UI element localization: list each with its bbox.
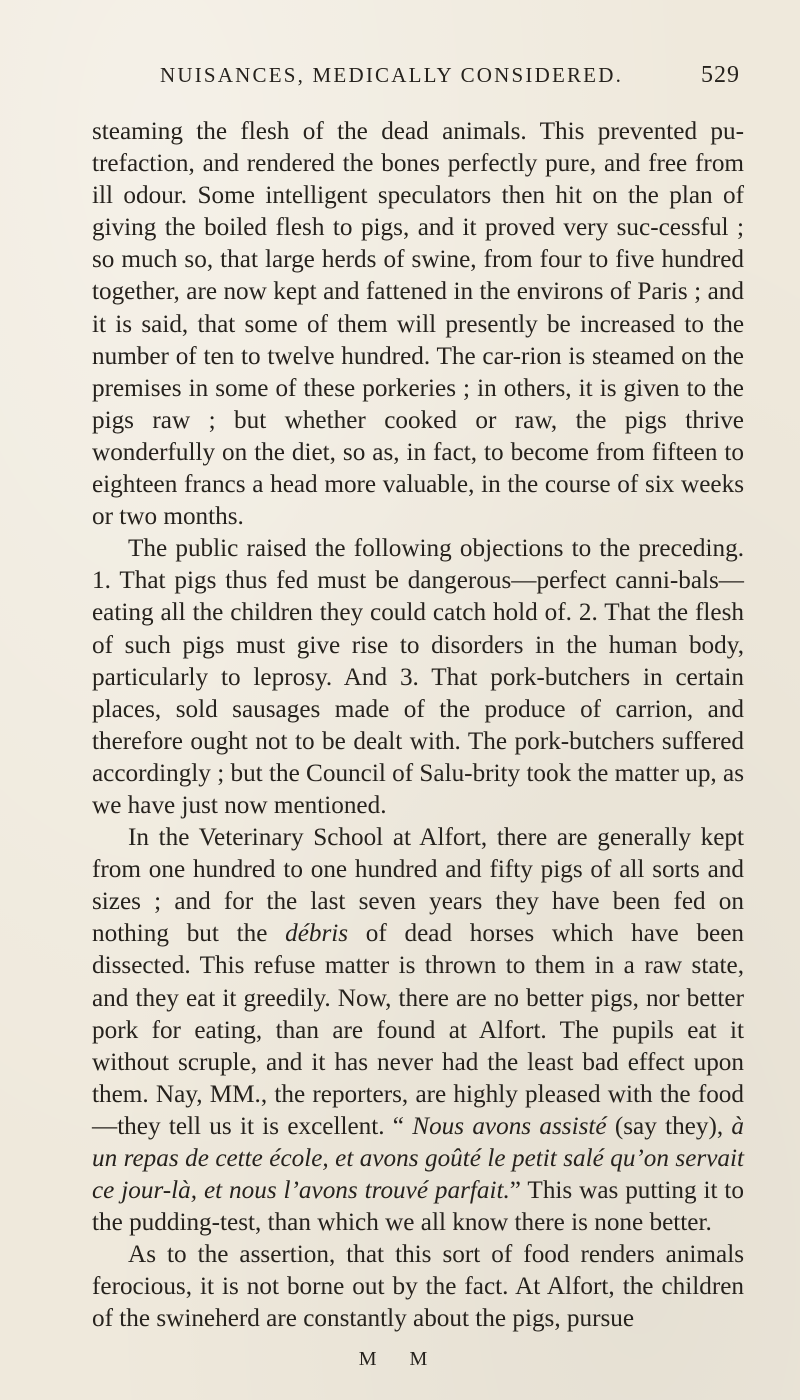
paragraph-3-quote-b: à un repas de cette école, et avons goûté le petit salé qu’on servait ce jour-là, et nous l’avons trouvé parfait. bbox=[92, 1112, 745, 1205]
paragraph-1: steaming the flesh of the dead animals. This prevented pu-trefaction, and rendered the bones perfectly pure, and free from ill odour. Some intelligent speculators then hit on the plan of giving the boiled flesh to pigs, and it proved very suc-cessful ; so much so, that large herds of swine, from four to five hundred together, are now kept and fattened in the environs of Paris ; and it is said, that some of them will presently be increased to the number of ten to twelve hundred. The car-rion is steamed on the premises in some of these porkeries ; in others, it is given to the pigs raw ; but whether cooked or raw, the pigs thrive wonderfully on the diet, so as, in fact, to become from fifteen to eighteen francs a head more valuable, in the course of six weeks or two months. bbox=[92, 118, 744, 531]
paragraph-3-part-2: of dead horses which have been dissected. This refuse matter is thrown to them in a raw state, and they eat it greedily. Now, there are no better pigs, nor better pork for eating, than are found at Alfort. The pupils eat it without scruple, and it has never had the least bad effect upon them. Nay, MM., the reporters, are highly pleased with the food—they tell us it is excellent. “ bbox=[92, 920, 744, 1140]
paragraph-2: The public raised the following objections to the preceding. 1. That pigs thus fed must be dangerous—perfect canni-bals—eating all the children they could catch hold of. 2. That the flesh of such pigs must give rise to disorders in the human body, particularly to leprosy. And 3. That pork-butchers in certain places, sold sausages made of the produce of carrion, and therefore ought not to be dealt with. The pork-butchers suffered accordingly ; but the Council of Salu-brity took the matter up, as we have just now mentioned. bbox=[92, 535, 744, 819]
page-number: 529 bbox=[701, 62, 740, 88]
running-title: NUISANCES, MEDICALLY CONSIDERED. bbox=[160, 63, 624, 87]
paragraph-3-part-1: In the Veterinary School at Alfort, there are generally kept from one hundred to one hundred and fifty pigs of all sorts and sizes ; and for the last seven years they have been fed on nothing but the bbox=[92, 824, 744, 948]
paragraph-3-italic-debris: débris bbox=[285, 920, 349, 948]
paragraph-3-closing: ” This was putting it to the pudding-test, than which we all know there is none better. bbox=[92, 1177, 744, 1237]
paragraph-3 bbox=[92, 822, 744, 1239]
paragraph-3-quote-mid: (say they), bbox=[606, 1112, 732, 1140]
body-text bbox=[92, 116, 744, 1336]
paragraph-4: As to the assertion, that this sort of food renders animals ferocious, it is not borne out by the fact. At Alfort, the children of the swineherd are constantly about the pigs, pursue bbox=[92, 1241, 744, 1333]
running-head bbox=[160, 62, 740, 89]
printer-signature-mark: M M bbox=[358, 1348, 442, 1370]
paragraph-3-quote-a: Nous avons assisté bbox=[412, 1112, 607, 1140]
